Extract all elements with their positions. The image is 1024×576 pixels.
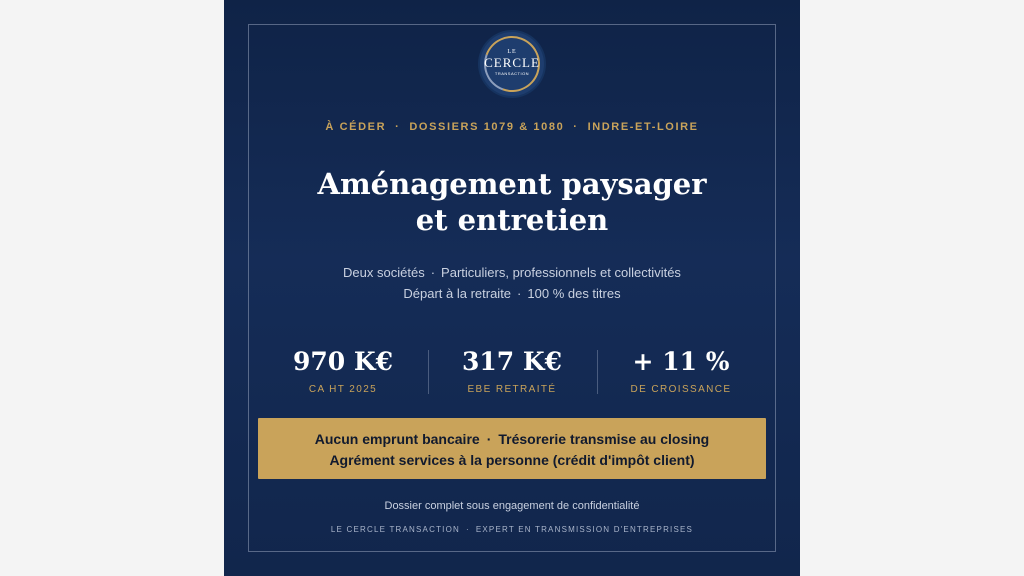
status-label: À CÉDER (325, 121, 387, 133)
stat-value: + 11 % (632, 347, 730, 376)
stat-revenue (258, 344, 428, 395)
separator-dot: · (430, 265, 436, 280)
subtitle-item: Particuliers, professionnels et collectivités (441, 265, 681, 280)
subtitle-item: Deux sociétés (343, 265, 425, 280)
listing-card (224, 0, 800, 576)
title-line-1: Aménagement paysager (317, 167, 707, 201)
stat-growth (596, 344, 766, 395)
stat-label: DE CROISSANCE (630, 384, 732, 395)
subtitle-item: 100 % des titres (527, 286, 621, 301)
banner-item: Trésorerie transmise au closing (498, 431, 710, 447)
separator-dot: · (573, 121, 579, 133)
separator-dot: · (517, 286, 522, 301)
dossier-numbers: DOSSIERS 1079 & 1080 (409, 121, 565, 133)
subtitle-line-1 (224, 262, 800, 283)
separator-dot: · (465, 525, 470, 534)
separator-dot: · (395, 121, 401, 133)
region-label: INDRE-ET-LOIRE (587, 121, 699, 133)
stat-label: CA HT 2025 (308, 384, 378, 395)
logo-text-cercle: CERCLE (484, 55, 540, 70)
confidentiality-note: Dossier complet sous engagement de confidentialité (384, 500, 640, 512)
stat-value: 317 K€ (461, 347, 562, 376)
page-title (224, 166, 800, 238)
cercle-logo (480, 32, 544, 96)
footer-tagline: EXPERT EN TRANSMISSION D'ENTREPRISES (475, 525, 694, 534)
title-line-2: et entretien (415, 203, 609, 237)
banner-item: Aucun emprunt bancaire (314, 431, 480, 447)
eyebrow-line (224, 121, 800, 133)
subtitle-line-2 (224, 283, 800, 304)
footer (224, 525, 800, 534)
subtitle (224, 262, 800, 304)
key-figures (258, 344, 766, 404)
logo-text-le: LE (507, 49, 517, 55)
stat-ebe (427, 344, 597, 395)
highlight-banner (258, 418, 766, 479)
separator-dot: · (486, 431, 492, 447)
banner-line-1 (258, 429, 766, 450)
subtitle-item: Départ à la retraite (403, 286, 512, 301)
banner-line-2: Agrément services à la personne (crédit d'impôt client) (329, 452, 695, 468)
stat-value: 970 K€ (292, 347, 393, 376)
logo-text-transaction: TRANSACTION (494, 71, 530, 76)
footer-brand: LE CERCLE TRANSACTION (330, 525, 460, 534)
stat-label: EBE RETRAITÉ (467, 384, 557, 395)
